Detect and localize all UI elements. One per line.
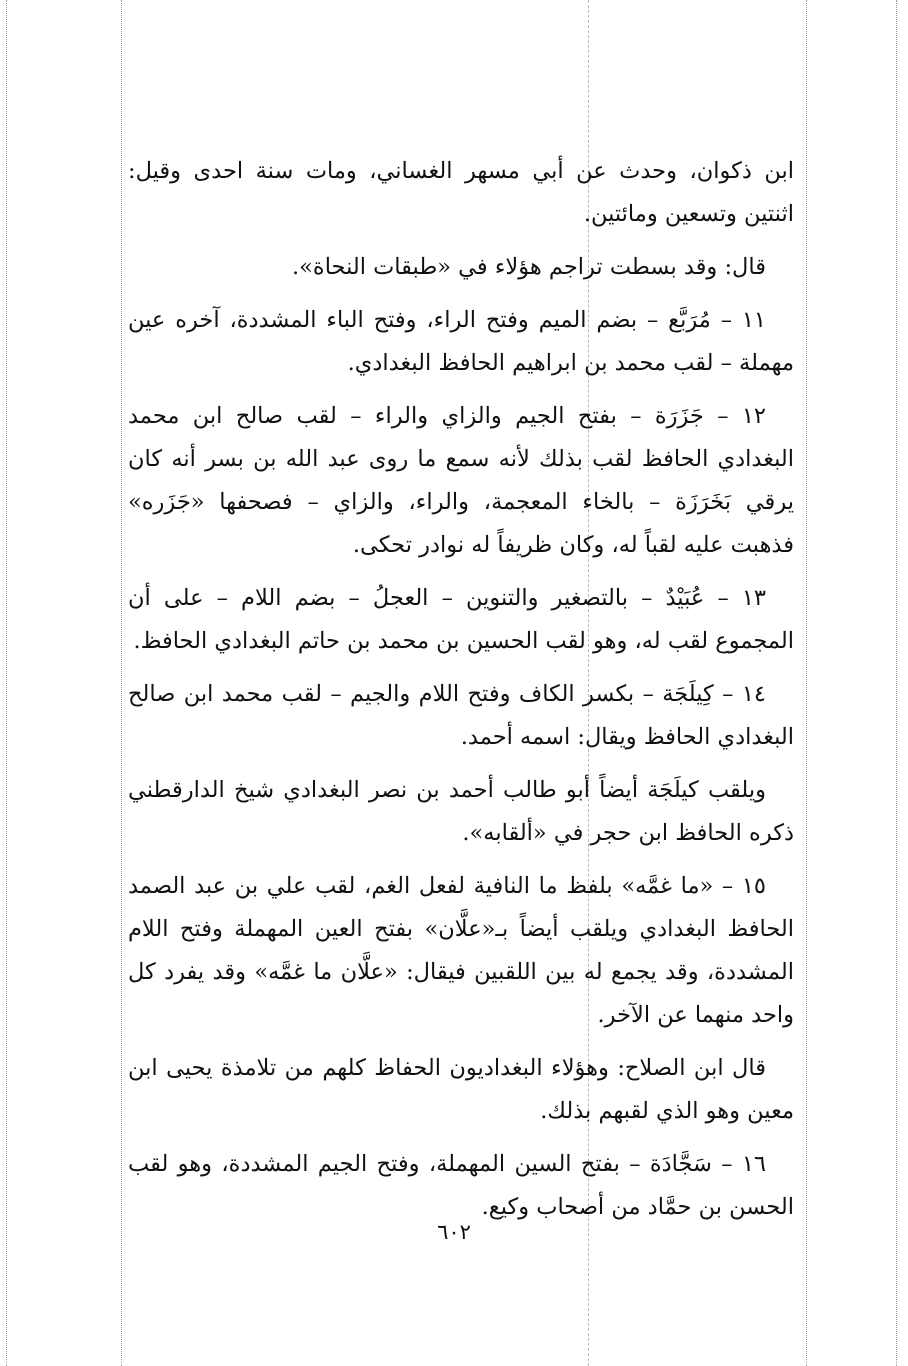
paragraph: قال: وقد بسطت تراجم هؤلاء في «طبقات النحاة». bbox=[291, 254, 766, 280]
paragraph-entry-11: ١١ – مُرَبَّع – بضم الميم وفتح الراء، وفتح الباء المشددة، آخره عين مهملة – لقب محمد بن ابراهيم الحافظ البغدادي. bbox=[128, 307, 794, 376]
paragraph: ابن ذكوان، وحدث عن أبي مسهر الغساني، ومات سنة احدى وقيل: اثنتين وتسعين ومائتين. bbox=[128, 158, 794, 227]
paragraph-entry-15: ١٥ – «ما غمَّه» بلفظ ما النافية لفعل الغم، لقب علي بن عبد الصمد الحافظ البغدادي ويلقب أيضاً بـ«علَّان» بفتح العين المهملة وفتح اللام المشددة، وقد يجمع له بين اللقبين فيقال: «علَّان ما غمَّه» وقد يفرد كل واحد منهما عن الآخر. bbox=[128, 873, 794, 1028]
paragraph-entry-12: ١٢ – جَزَرَة – بفتح الجيم والزاي والراء – لقب صالح ابن محمد البغدادي الحافظ لقب بذلك لأنه سمع ما روى عبد الله بن بسر أنه كان يرقي بَخَرَزَة – بالخاء المعجمة، والراء، والزاي – فصحفها «جَزَره» فذهبت عليه لقباً له، وكان ظريفاً له نوادر تحكى. bbox=[128, 403, 794, 558]
paragraph-entry-14: ١٤ – كِيلَجَة – بكسر الكاف وفتح اللام والجيم – لقب محمد ابن صالح البغدادي الحافظ ويقال: اسمه أحمد. bbox=[128, 681, 794, 750]
scan-margin-line bbox=[6, 0, 7, 1366]
paragraph-entry-16: ١٦ – سَجَّادَة – بفتح السين المهملة، وفتح الجيم المشددة، وهو لقب الحسن بن حمَّاد من أصحاب وكيع. bbox=[128, 1151, 794, 1220]
paragraph: ويلقب كيلَجَة أيضاً أبو طالب أحمد بن نصر البغدادي شيخ الدارقطني ذكره الحافظ ابن حجر في «ألقابه». bbox=[128, 777, 794, 846]
paragraph-entry-13: ١٣ – عُبَيْدٌ – بالتصغير والتنوين – العجلُ – بضم اللام – على أن المجموع لقب له، وهو لقب الحسين بن محمد بن حاتم البغدادي الحافظ. bbox=[128, 585, 794, 654]
scan-margin-line bbox=[806, 0, 807, 1366]
page-body bbox=[128, 150, 794, 1220]
paragraph: قال ابن الصلاح: وهؤلاء البغداديون الحفاظ كلهم من تلامذة يحيى ابن معين وهو الذي لقبهم بذلك. bbox=[128, 1055, 794, 1124]
page-number: ٦٠٢ bbox=[437, 1220, 471, 1244]
scan-margin-line bbox=[121, 0, 122, 1366]
scan-margin-line bbox=[896, 0, 897, 1366]
